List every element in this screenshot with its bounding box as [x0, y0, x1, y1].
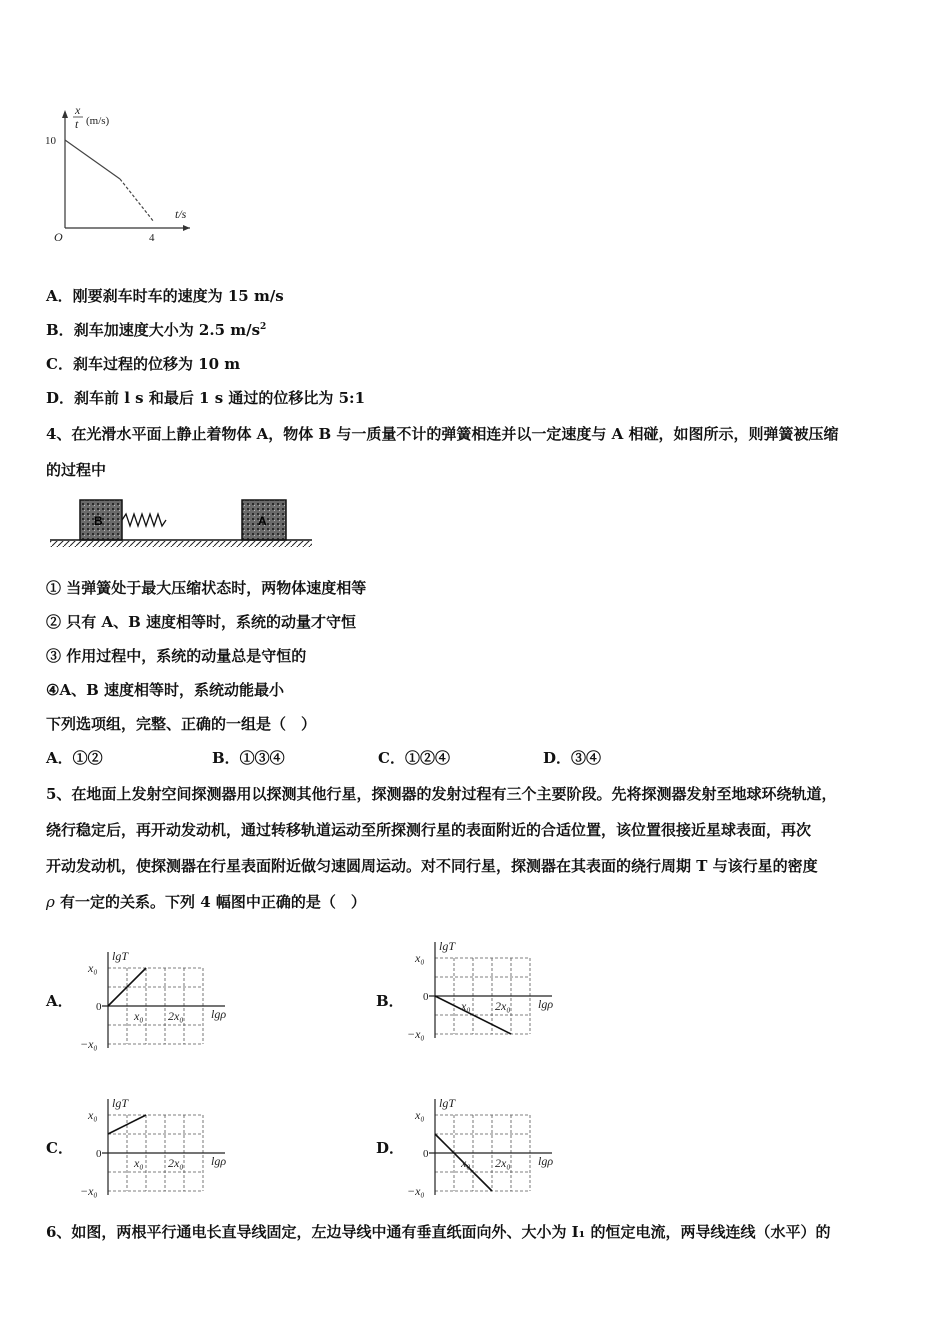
q4-option-a: A．①②	[46, 749, 103, 767]
graph-d-tick-zero: 0	[423, 1148, 429, 1160]
q4-option-c: C．①②④	[378, 749, 450, 767]
graph-c-tick-2x0: 2x₀	[168, 1156, 184, 1170]
graph-b	[405, 928, 585, 1058]
fig1-ylabel-den: t	[75, 117, 79, 131]
graph-b-tick-x0-y: x₀	[415, 951, 425, 965]
graph-a-y-axis-label: lgT	[112, 949, 129, 963]
velocity-time-graph	[40, 100, 210, 245]
q4-stem-line2: 的过程中	[46, 461, 107, 479]
fig1-origin: O	[54, 230, 63, 244]
graph-c-tick-x0-y: x₀	[88, 1108, 98, 1122]
graph-a-x-axis-label: lgρ	[211, 1007, 227, 1021]
graph-a-tick-zero: 0	[96, 1001, 102, 1013]
graph-b-tick-neg-x0: −x₀	[407, 1027, 425, 1041]
graph-c	[78, 1085, 253, 1205]
q3-option-d: D．刹车前 l s 和最后 1 s 通过的位移比为 5:1	[46, 389, 366, 407]
graph-a-tick-2x0: 2x₀	[168, 1009, 184, 1023]
graph-d-letter: D．	[376, 1139, 405, 1157]
q5-line4: ρ 有一定的关系。下列 4 幅图中正确的是（ ）	[46, 893, 366, 911]
spring	[122, 514, 166, 526]
fig1-ylabel-num: x	[75, 103, 81, 117]
graph-c-tick-zero: 0	[96, 1148, 102, 1160]
graph-d-x-axis-label: lgρ	[538, 1154, 554, 1168]
q4-option-d: D．③④	[543, 749, 602, 767]
graph-c-x-axis-label: lgρ	[211, 1154, 227, 1168]
graph-d	[405, 1085, 580, 1205]
graph-c-tick-neg-x0: −x₀	[80, 1184, 98, 1198]
graph-c-letter: C．	[46, 1139, 73, 1157]
fig1-x-tick: 4	[149, 232, 155, 244]
q4-prompt: 下列选项组，完整、正确的一组是（ ）	[46, 715, 317, 733]
graph-d-tick-2x0: 2x₀	[495, 1156, 511, 1170]
q4-stem-line1: 4、在光滑水平面上静止着物体 A，物体 B 与一质量不计的弹簧相连并以一定速度与 A 相碰，如图所示，则弹簧被压缩	[46, 425, 839, 443]
rho-symbol: ρ	[46, 893, 55, 911]
graph-b-tick-x0-x: x₀	[461, 999, 471, 1013]
graph-c-tick-x0-x: x₀	[134, 1156, 144, 1170]
q3-option-c: C．刹车过程的位移为 10 m	[46, 355, 241, 373]
block-b-label: B	[94, 514, 103, 528]
q4-statement-1: ① 当弹簧处于最大压缩状态时，两物体速度相等	[46, 579, 367, 597]
graph-d-tick-x0-y: x₀	[415, 1108, 425, 1122]
fig1-y-tick: 10	[45, 135, 56, 147]
graph-b-tick-2x0: 2x₀	[495, 999, 511, 1013]
graph-a	[78, 938, 253, 1058]
fig1-xlabel: t/s	[175, 207, 187, 221]
block-a-label: A	[258, 514, 267, 528]
graph-d-y-axis-label: lgT	[439, 1096, 456, 1110]
q5-line2: 绕行稳定后，再开动发动机，通过转移轨道运动至所探测行星的表面附近的合适位置，该位置很接近星球表面，再次	[46, 821, 812, 839]
graph-a-tick-x0-x: x₀	[134, 1009, 144, 1023]
q5-line1: 5、在地面上发射空间探测器用以探测其他行星，探测器的发射过程有三个主要阶段。先将探测器发射至地球环绕轨道，	[46, 785, 837, 803]
q3-option-b: B．刹车加速度大小为 2.5 $m/s^2$	[46, 321, 267, 339]
q4-option-b: B．①③④	[212, 749, 285, 767]
q4-statement-3: ③ 作用过程中，系统的动量总是守恒的	[46, 647, 307, 665]
spring-blocks-figure	[46, 492, 316, 554]
graph-b-y-axis-label: lgT	[439, 939, 456, 953]
fig1-ylabel-unit: (m/s)	[86, 115, 110, 127]
graph-d-tick-x0-x: x₀	[461, 1156, 471, 1170]
graph-b-tick-zero: 0	[423, 991, 429, 1003]
q4-statement-2: ② 只有 A、B 速度相等时，系统的动量才守恒	[46, 613, 356, 631]
graph-d-tick-neg-x0: −x₀	[407, 1184, 425, 1198]
q3-option-a: A．刚要刹车时车的速度为 15 m/s	[46, 287, 284, 305]
graph-b-x-axis-label: lgρ	[538, 997, 554, 1011]
graph-c-y-axis-label: lgT	[112, 1096, 129, 1110]
q5-line3: 开动发动机，使探测器在行星表面附近做匀速圆周运动。对不同行星，探测器在其表面的绕行周期 T 与该行星的密度	[46, 857, 818, 875]
q4-statement-4: ④A、B 速度相等时，系统动能最小	[46, 681, 284, 699]
graph-a-letter: A．	[46, 992, 73, 1010]
graph-a-tick-neg-x0: −x₀	[80, 1037, 98, 1051]
graph-a-tick-x0-y: x₀	[88, 961, 98, 975]
graph-b-letter: B．	[376, 992, 404, 1010]
q6-line1: 6、如图，两根平行通电长直导线固定，左边导线中通有垂直纸面向外、大小为 I₁ 的恒定电流，两导线连线（水平）的	[46, 1223, 831, 1241]
